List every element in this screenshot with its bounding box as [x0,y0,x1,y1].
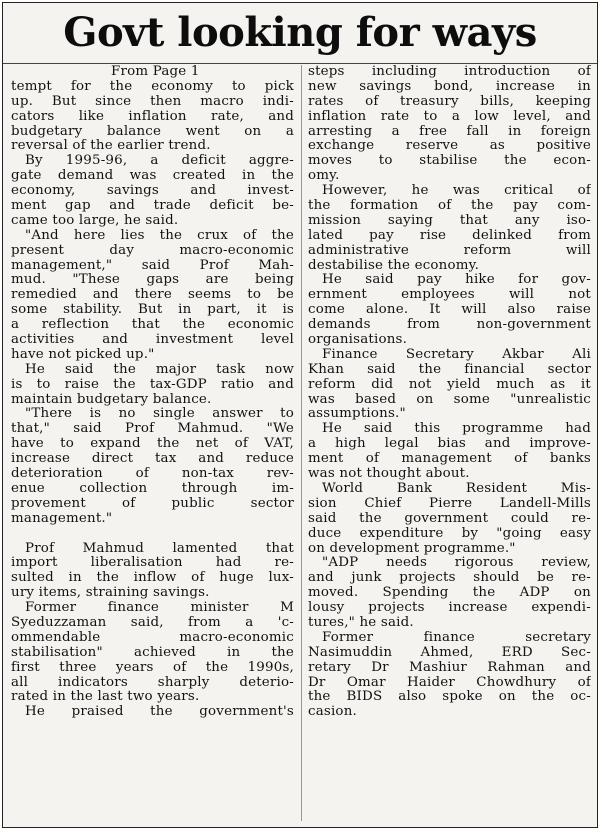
article-line: arresting a free fall in foreign [308,124,591,139]
article-line: have not picked up." [11,347,155,362]
article-line: the formation of the pay com- [308,199,591,214]
article-line: new savings bond, increase in [308,79,591,94]
article-line: ment gap and trade deficit be- [11,199,294,214]
article-line: Finance Secretary Akbar Ali [322,347,591,362]
article-line: present day macro-economic [11,243,294,258]
article-line: some stability. But in part, it is [11,303,294,318]
article-line: enue collection through im- [11,481,294,496]
article-line: lated pay rise delinked from [308,228,591,243]
article-line: rates of treasury bills, keeping [308,94,591,109]
article-line: organisations. [308,333,408,348]
article-line: retary Dr Mashiur Rahman and [308,660,591,675]
article-line: reversal of the earlier trend. [11,139,211,154]
article-line: Former finance secretary [322,630,591,645]
article-line: "There is no single answer to [25,407,294,422]
article-line: He said pay hike for gov- [322,273,591,288]
article-line: sion Chief Pierre Landell-Mills [308,496,591,511]
article-line: casion. [308,705,357,720]
article-line: sulted in the inflow of huge lux- [11,571,294,586]
article-line: increase direct tax and reduce [11,452,294,467]
article-line: tempt for the economy to pick [11,79,294,94]
article-line: duce expenditure by "going easy [308,526,591,541]
article-line: and junk projects should be re- [308,571,591,586]
article-line: assumptions." [308,407,406,422]
article-line: budgetary balance went on a [11,124,294,139]
article-line: came too large, he said. [11,213,179,228]
article-line: inflation rate to a low level, and [308,109,591,124]
article-line: By 1995-96, a deficit aggre- [25,154,294,169]
article-line: a reflection that the economic [11,318,294,333]
article-line: "ADP needs rigorous review, [322,556,591,571]
article-line: He said this programme had [322,422,591,437]
article-line: demands from non-government [308,318,591,333]
headline-rule [3,63,597,64]
article-line: said the government could re- [308,511,591,526]
article-line: was based on some "unrealistic [308,392,591,407]
article-line: Dr Omar Haider Chowdhury of [308,675,591,690]
article-line: mission saying that any iso- [308,213,591,228]
article-line: World Bank Resident Mis- [322,481,591,496]
article-line: deterioration of non-tax rev- [11,467,294,482]
article-line: the BIDS also spoke on the oc- [308,690,591,705]
article-line: reform did not yield much as it [308,377,591,392]
column-divider [301,65,302,821]
article-line: lousy projects increase expendi- [308,601,591,616]
article-line: exchange reserve as positive [308,139,591,154]
article-line: first three years of the 1990s, [11,660,294,675]
article-line: stabilisation" achieved in the [11,645,294,660]
article-line: tures," he said. [308,615,414,630]
article-line: on development programme." [308,541,516,556]
article-line: was not thought about. [308,467,470,482]
article-line: cators like inflation rate, and [11,109,294,124]
article-line: come alone. It will also raise [308,303,591,318]
article-line: gate demand was created in the [11,169,294,184]
article-line: steps including introduction of [308,65,591,79]
article-line: remedied and there seems to be [11,288,294,303]
article-line: moves to stabilise the econ- [308,154,591,169]
article-line: ment of management of banks [308,452,591,467]
article-line: Former finance minister M [25,601,294,616]
article-line: However, he was critical of [322,184,591,199]
article-line: ury items, straining savings. [11,586,210,601]
article-line: Khan said the financial sector [308,362,591,377]
article-line: management." [11,511,113,526]
article-line: management," said Prof Mah- [11,258,294,273]
article-line: up. But since then macro indi- [11,94,294,109]
article-line [11,527,294,542]
article-line: destabilise the economy. [308,258,480,273]
article-line: maintain budgetary balance. [11,392,212,407]
article-line: ernment employees will not [308,288,591,303]
article-line: economy, savings and invest- [11,184,294,199]
article-line: "And here lies the crux of the [25,228,294,243]
article-line: a high legal bias and improve- [308,437,591,452]
article-line: administrative reform will [308,243,591,258]
article-column-left [11,65,294,720]
article-line: that," said Prof Mahmud. "We [11,422,294,437]
newspaper-clipping [2,2,598,828]
article-line: import liberalisation had re- [11,556,294,571]
article-line: omy. [308,169,340,184]
article-line: Syeduzzaman said, from a 'c- [11,615,294,630]
article-line: Prof Mahmud lamented that [25,541,294,556]
article-line: is to raise the tax-GDP ratio and [11,377,294,392]
article-line: ommendable macro-economic [11,630,294,645]
article-line: Nasimuddin Ahmed, ERD Sec- [308,645,591,660]
article-line: He said the major task now [25,362,294,377]
article-line: have to expand the net of VAT, [11,437,294,452]
article-line: He praised the government's [25,705,294,720]
article-column-right [308,65,591,720]
article-line: rated in the last two years. [11,690,200,705]
article-line: From Page 1 [111,65,200,79]
article-line: mud. "These gaps are being [11,273,294,288]
headline: Govt looking for ways [63,9,537,56]
article-line: moved. Spending the ADP on [308,586,591,601]
article-line: provement of public sector [11,496,294,511]
article-line: activities and investment level [11,333,294,348]
article-line: all indicators sharply deterio- [11,675,294,690]
